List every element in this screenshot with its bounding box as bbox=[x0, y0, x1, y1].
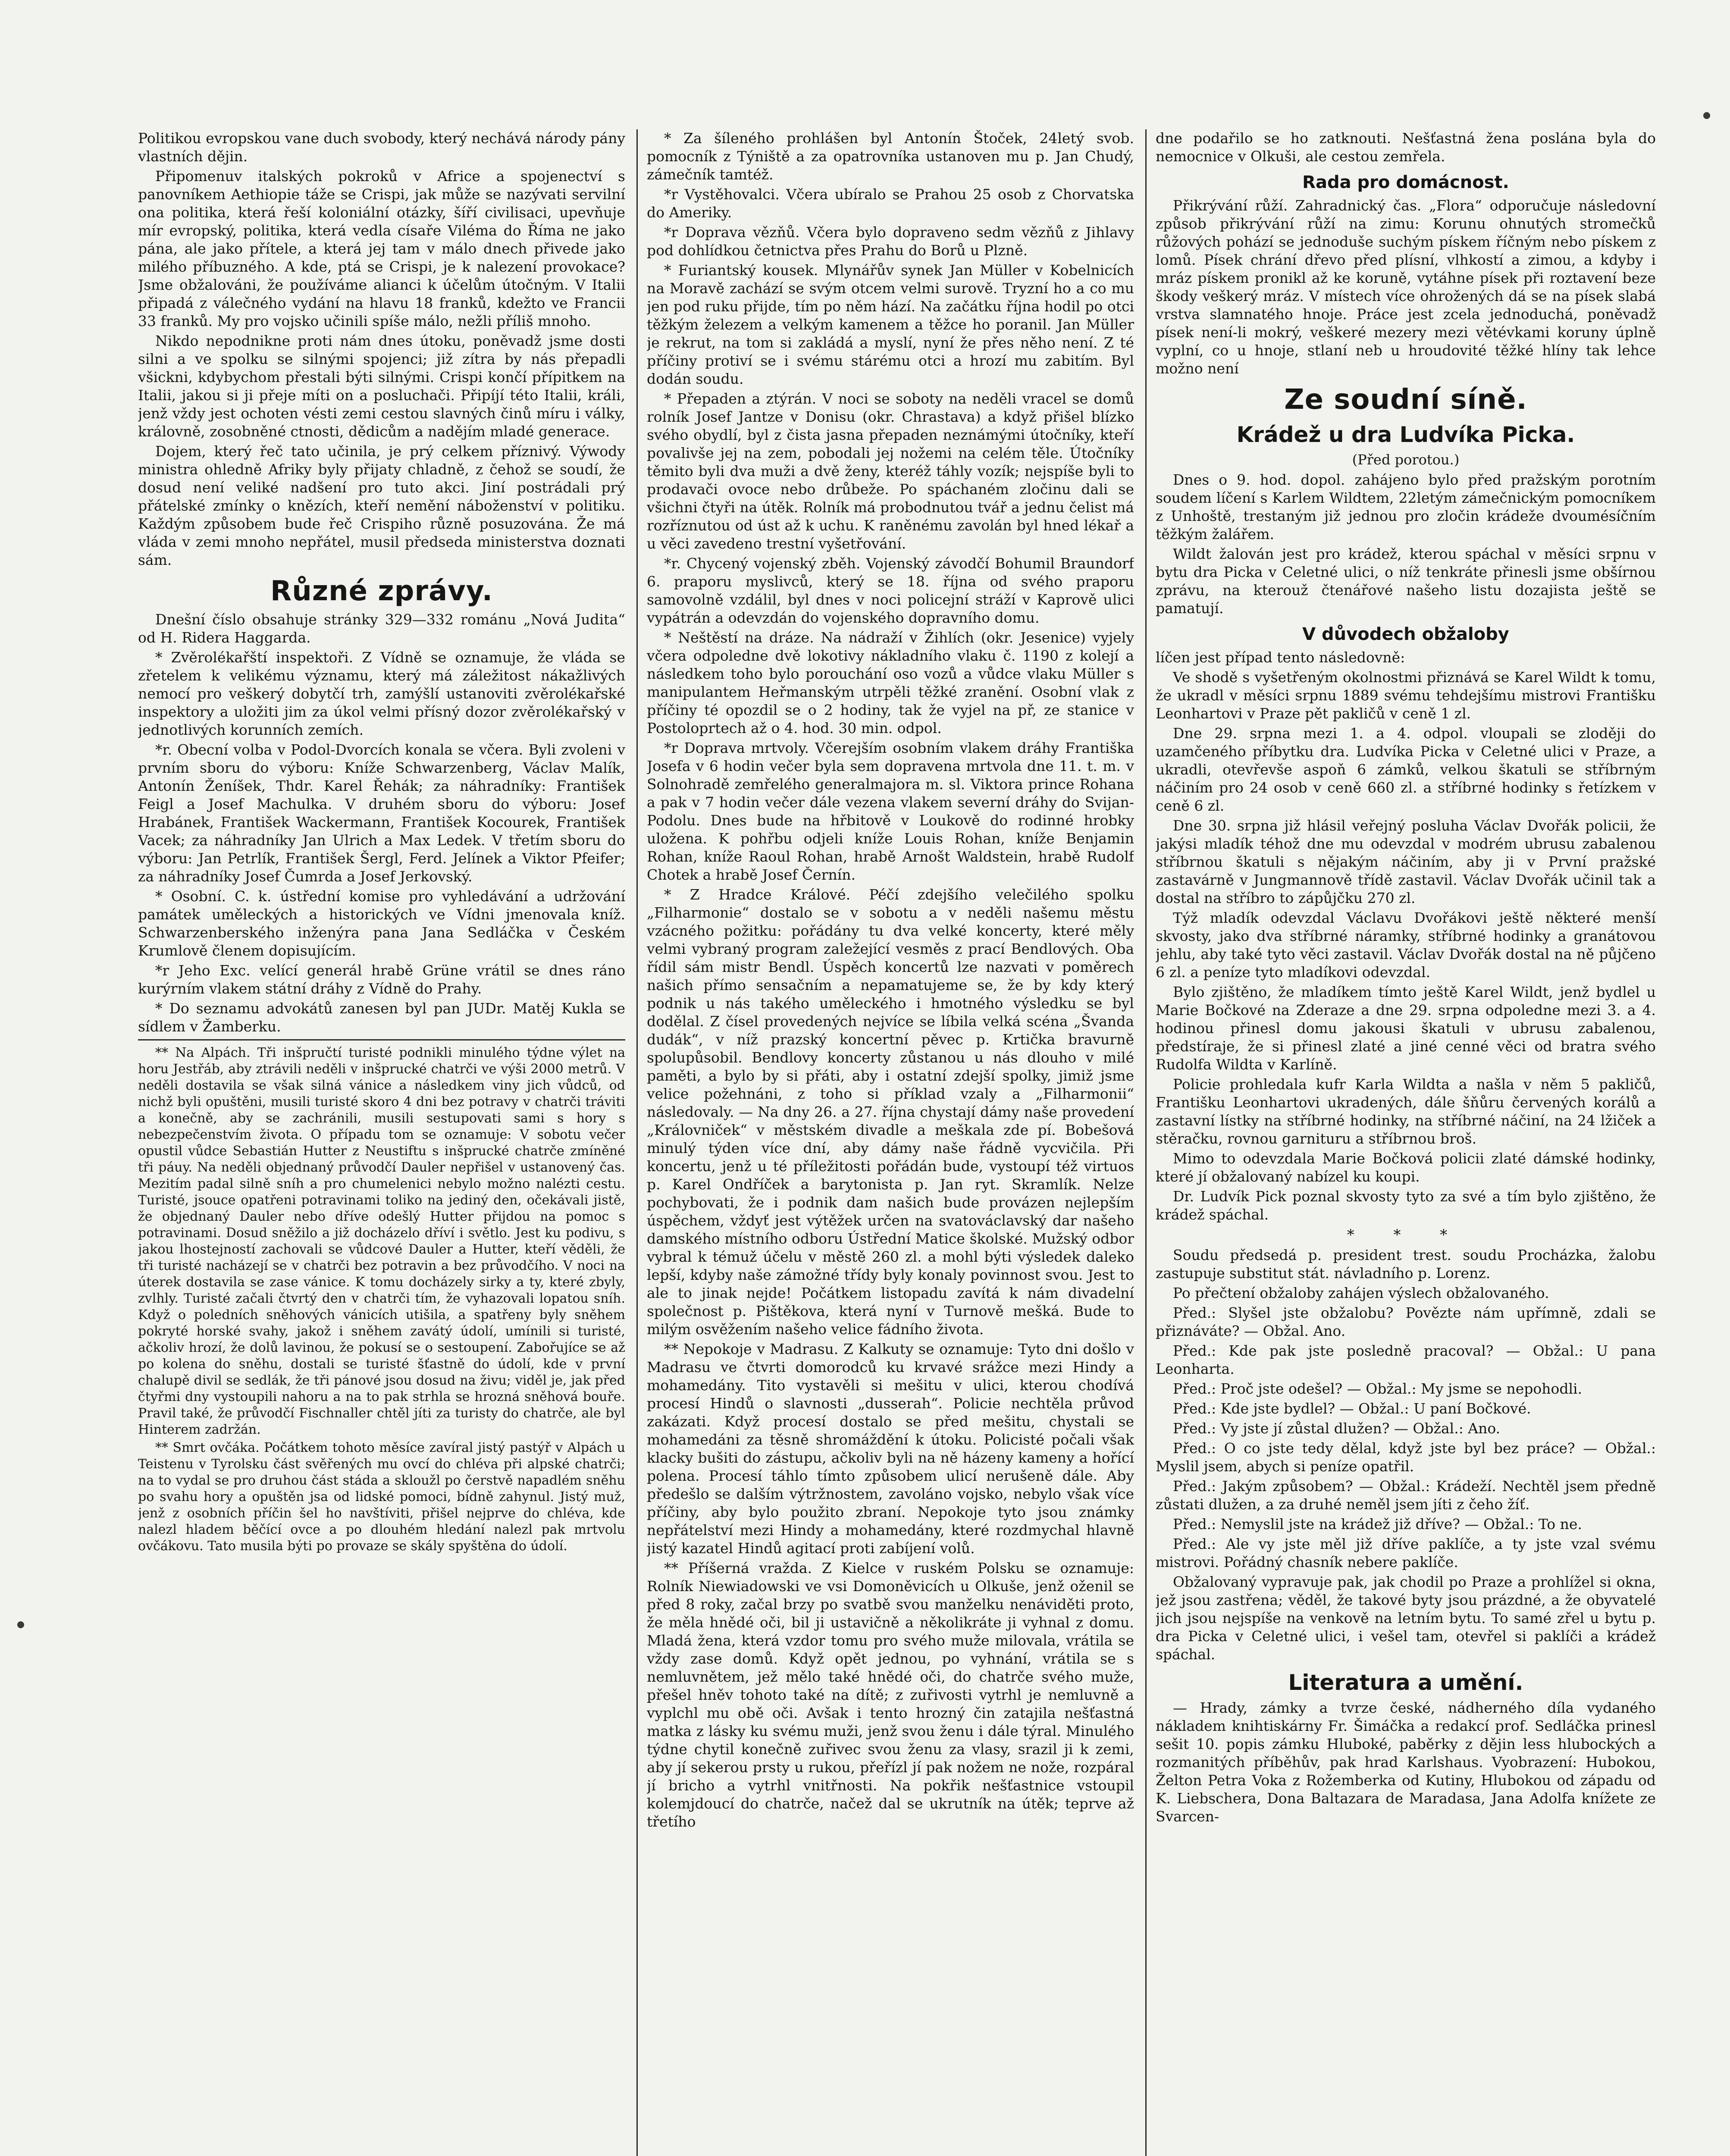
dialogue-line: Před.: Kde pak jste posledně pracoval? — Obžal.: U pana Leonharta. bbox=[1156, 1342, 1656, 1377]
article-subtitle: (Před porotou.) bbox=[1352, 451, 1460, 468]
news-item: * Za šíleného prohlášen byl Antonín Štoček, 24letý svob. pomocník z Týniště a za opatrovníka ustanoven mu p. Jan Chudý, zámečník tamtéž. bbox=[647, 130, 1134, 183]
section-heading: Různé zprávy. bbox=[270, 575, 493, 607]
margin-mark bbox=[1703, 112, 1710, 119]
paragraph: Politikou evropskou vane duch svobody, který nechává národy pány vlastních dějin. bbox=[138, 130, 625, 165]
dialogue-line: Před.: O co jste tedy dělal, když jste byl bez práce? — Obžal.: Myslil jsem, abych si peníze opatřil. bbox=[1156, 1440, 1656, 1475]
paragraph: Po přečtení obžaloby zahájen výslech obžalovaného. bbox=[1173, 1285, 1549, 1301]
paragraph: Obžalovaný vypravuje pak, jak chodil po Praze a prohlížel si okna, jež jsou zastřena; věděl, že takové byty jsou prázdné, a že obyvatelé jich jsou nejspíše na venkově na letním bytu. To samé zřel u bytu p. dra Picka v Celetné ulici, i vešel tam, otevřel si paklíči a krádež spáchal. bbox=[1156, 1573, 1656, 1663]
column-1 bbox=[138, 129, 625, 2156]
paragraph: Mimo to odevzdala Marie Bočková policii zlaté dámské hodinky, které jí obžalovaný nabízel ku koupi. bbox=[1156, 1150, 1656, 1185]
news-item: * Do seznamu advokátů zanesen byl pan JUDr. Matěj Kukla se sídlem v Žamberku. bbox=[138, 1000, 625, 1035]
news-item: ** Na Alpách. Tři inšpručtí turisté podnikli minulého týdne výlet na horu Jestřáb, aby ztrávili neděli v inšprucké chatrči ve výši 2000 metrů. V neděli dostavila se však silná vánice a následkem viny jich vůdců, od nichž byli opuštěni, musili turisté skoro 4 dni bez potravy v chatrči tráviti a konečně, aby se zachránili, musili sestupovati sami s hory s nebezpečenstvím života. O případu tom se oznamuje: V sobotu večer opustil vůdce Sebastián Hutter z Neustiftu s inšprucké chatrče zmíněné tři páuy. Na neděli objednaný průvodčí Dauler nepřišel v ustanovený čas. Mezitím padal silně sníh a pro chumelenici nebylo možno nalézti cestu. Turisté, jsouce opatřeni potravinami toliko na jediný den, očekávali jistě, že objednaný Dauler nebo dříve odešlý Hutter přijdou na pomoc s potravinami. Dosud sněžilo a již docházelo dříví i světlo. Jest ku podivu, s jakou lhostejností zachovali se vůdcové Dauler a Hutter, kteří věděli, že tři turisté nacházejí se v chatrči bez potravin a bez průvodčího. V noci na úterek dostavila se zase vánice. K tomu docházely sirky a ty, které zbyly, zvlhly. Turisté začali čtvrtý den v chatrči tím, že vyhazovali lopatou sníh. Když o poledních sněhových vánicích utišila, a spatřeny byly sněhem pokryté horské svahy, jakož i sněhem zavátý údolí, umínili si turisté, ačkoliv hrozí, že dolů lavinou, že pokusí se o sestoupení. Zabořujíce se až po kolena do sněhu, dostali se turisté šťastně do údolí, kde v první chalupě divil se sedlák, že tři pánové jsou dosud na živu; viděl je, jak před čtyřmi dny vystoupili nahoru a na to pak strhla se hrozná sněhová bouře. Pravil také, že průvodčí Fischnaller chtěl jíti za turisty do chatrče, ale byl Hinterem zadržán. bbox=[138, 1045, 625, 1437]
news-item: *r Doprava vězňů. Včera bylo dopraveno sedm vězňů z Jihlavy pod dohlídkou četnictva přes Prahu do Borů u Plzně. bbox=[647, 224, 1134, 259]
section-heading: Rada pro domácnost. bbox=[1302, 172, 1509, 192]
paragraph: Dojem, který řeč tato učinila, je prý celkem příznivý. Výwody ministra ohledně Afriky byly přijaty chladně, z čehož se soudí, že dosud není veliké nadšení pro tuto akci. Jiní postrádali prý přátelské zmínky o knězích, kteří nemění náboženství v politiku. Každým způsobem bude řeč Crispiho různě posuzována. Že má vláda v zemi mnoho nepřátel, musil předseda ministerstva doznati sám. bbox=[138, 443, 625, 568]
news-item: *r Jeho Exc. velící generál hrabě Grüne vrátil se dnes ráno kurýrním vlakem státní dráhy z Vídně do Prahy. bbox=[138, 962, 625, 997]
paragraph: Soudu předsedá p. president trest. soudu Procházka, žalobu zastupuje substitut stát. návladního p. Lorenz. bbox=[1156, 1247, 1656, 1282]
dialogue-line: Před.: Ale vy jste měl již dříve paklíče, a ty jste vzal svému mistrovi. Pořádný chasník nebere paklíče. bbox=[1156, 1536, 1656, 1570]
margin-mark bbox=[17, 1621, 24, 1628]
dialogue-line: Před.: Nemyslil jste na krádež již dříve? — Obžal.: To ne. bbox=[1173, 1516, 1582, 1532]
dialogue-line: Před.: Slyšel jste obžalobu? Povězte nám upřímně, zdali se přiznáváte? — Obžal. Ano. bbox=[1156, 1304, 1656, 1339]
news-item: *r. Chycený vojenský zběh. Vojenský závodčí Bohumil Braundorf 6. praporu myslivců, který se 18. října od svého praporu samovolně vzdálil, byl dnes v noci policejní stráží v Kaprově ulici vypátrán a odevzdán do vojenského dopravního domu. bbox=[647, 555, 1134, 626]
paragraph: Policie prohledala kufr Karla Wildta a našla v něm 5 pakličů, Františku Leonhartovi ukradených, dále šňůru červených korálů a zastavní lístky na stříbrné hodinky, na stříbrné náčiní, na 24 lžiček a stěračku, rovnou garnituru a stříbrnou broš. bbox=[1156, 1076, 1656, 1147]
article-title: Krádež u dra Ludvíka Picka. bbox=[1236, 422, 1575, 447]
paragraph: dne podařilo se ho zatknouti. Nešťastná žena poslána byla do nemocnice v Olkuši, ale cestou zemřela. bbox=[1156, 130, 1656, 165]
news-item: ** Smrt ovčáka. Počátkem tohoto měsíce zavíral jistý pastýř v Alpách u Teistenu v Tyrolsku část svěřených mu ovcí do chléva při alpské chatrči; na to vydal se pro druhou část stáda a skloužl po čerstvě napadlém sněhu po svahu hory a opuštěn jsa od lidské pomoci, bídně zahynul. Jistý muž, jenž z osobních příčin šel ho navštíviti, přišel nejprve do chléva, kde nalezl hladem běčící ovce a po dlouhém hledání nalezl pak mrtvolu ovčákovu. Tato musila býti po provaze se skály spyštěna do údolí. bbox=[138, 1440, 625, 1554]
column-rule-left bbox=[636, 129, 638, 2156]
dialogue-line: Před.: Proč jste odešel? — Obžal.: My jsme se nepohodli. bbox=[1173, 1380, 1583, 1397]
section-heading: Ze soudní síně. bbox=[1284, 384, 1527, 416]
paragraph: Dne 29. srpna mezi 1. a 4. odpol. vloupali se zloději do uzamčeného příbytku dra. Ludvíka Picka v Celetné ulici v Praze, a ukradli, otevřevše aspoň 6 zámků, velkou škatuli se stříbrným náčiním pro 24 osob v ceně 660 zl. a stříbrné hodinky s řetízkem v ceně 6 zl. bbox=[1156, 725, 1656, 814]
paragraph: Dr. Ludvík Pick poznal skvosty tyto za své a tím bylo zjištěno, že krádež spáchal. bbox=[1156, 1188, 1656, 1223]
news-item: * Osobní. C. k. ústřední komise pro vyhledávání a udržování památek uměleckých a historických ve Vídni jmenovala kníž. Schwarzenberského inženýra pana Jana Sedláčka v Českém Krumlově členem dopisujícím. bbox=[138, 888, 625, 959]
news-item: * Přepaden a ztýrán. V noci se soboty na neděli vracel se domů rolník Josef Jantze v Donisu (okr. Chrastava) a když přišel blízko svého obydlí, byl z čista jasna přepaden neznámými útočníky, kteří povalivše jej na zem, pobodali jej nožemi na celém těle. Útočníky těmito byli dva muži a dvě ženy, kteréž táhly vozík; nejspíše byli to prodavači ovoce nebo drůbeže. Po spáchaném zločinu dali se všichni čtyři na útěk. Rolník má probodnutou tvář a jednu čelist má rozříznutou od úst až k uchu. K raněnému zavolán byl hned lékař a u věci zavedeno trestní vyšetřování. bbox=[647, 390, 1134, 552]
paragraph: líčen jest případ tento následovně: bbox=[1156, 649, 1405, 666]
dialogue-line: Před.: Jakým způsobem? — Obžal.: Krádeží. Nechtěl jsem předně zůstati dlužen, a za druhé neměl jsem jíti z čeho žíť. bbox=[1156, 1478, 1656, 1513]
news-item: *r Vystěhovalci. Včera ubíralo se Prahou 25 osob z Chorvatska do Ameriky. bbox=[647, 186, 1134, 221]
paragraph: Dnešní číslo obsahuje stránky 329—332 románu „Nová Judita“ od H. Ridera Haggarda. bbox=[138, 611, 625, 646]
dialogue-line: Před.: Vy jste jí zůstal dlužen? — Obžal.: Ano. bbox=[1173, 1420, 1501, 1437]
news-item: ** Příšerná vražda. Z Kielce v ruském Polsku se oznamuje: Rolník Niewiadowski ve vsi Domoněvicích u Olkuše, jenž oženil se před 8 roky, začal brzy po svatbě svou manželku nenáviděti proto, že měla hnědé oči, bil ji ustavičně a několikráte ji vyhnal z domu. Mladá žena, která vzdor tomu pro svého muže milovala, vrátila se vždy zase domů. Když opět jednou, po vyhnání, vrátila se s nemluvnětem, jež mělo také hnědé oči, do chatrče svého muže, přešel hněv tohoto také na dítě; z zuřivosti vytrhl je nemluvně a vyplchl mu obě oči. Avšak i tento hrozný čin zatajila nešťastná matka z lásky ku svému muži, jenž svou ženu i dále týral. Minulého týdne chytil konečně zuřivec svou ženu za vlasy, srazil ji k zemi, aby jí sekerou prsty u rukou, přeřízl jí pak nožem ne nože, rozpáral jí bricho a vytrhl vnitřnosti. Na pokřik nešťastnice vstoupil kolemjdoucí do chatrče, načež dal se ukrutník na útěk; teprve až třetího bbox=[647, 1560, 1134, 1830]
dialogue-line: Před.: Kde jste bydlel? — Obžal.: U paní Bočkové. bbox=[1173, 1400, 1531, 1417]
section-heading: Literatura a umění. bbox=[1288, 1670, 1523, 1695]
subheading: V důvodech obžaloby bbox=[1302, 624, 1509, 644]
column-rule-right bbox=[1145, 129, 1147, 2156]
news-item: ** Nepokoje v Madrasu. Z Kalkuty se oznamuje: Tyto dni došlo v Madrasu ve čtvrti domorodců ku krvavé srážce mezi Hindy a mohamedány. Tito vystavěli si mešitu v ulici, kterou chodívá procesí Hindů o slavnosti „dusserah“. Policie nechtěla průvod zakázati. Když procesí dostalo se před mešitu, chystali se mohamedáni za těsně shromáždění k útoku. Policisté počali však klacky bušiti do zástupu, ačkoliv byli na ně házeny kameny a hořící polena. Procesí táhlo tímto způsobem ulicí nerušeně dále. Aby předešlo se dalším výtržnostem, zavoláno vojsko, nebylo však více příčiny, aby bylo použito zbraní. Nepokoje tyto jsou známky nepřátelství mezi Hindy a mohamedány, které rozdmychal hlavně jistý kazatel Hindů agitací proti zabíjení volů. bbox=[647, 1341, 1134, 1557]
paragraph: Ve shodě s vyšetřeným okolnostmi přiznává se Karel Wildt k tomu, že ukradl v měsíci srpnu 1889 svému tehdejšímu mistrovi Františku Leonhartovi v Praze pět pakličů v ceně 1 zl. bbox=[1156, 669, 1656, 722]
paragraph: Dne 30. srpna již hlásil veřejný posluha Václav Dvořák policii, že jakýsi mladík téhož dne mu odevzdal v modrém ubrusu zabalenou stříbrnou škatuli s nějakým náčiním, aby ji v První pražské zastavárně v Jungmannově třídě zastavil. Václav Dvořák učinil tak a dostal na stříbro to zápůjčku 270 zl. bbox=[1156, 817, 1656, 906]
news-item: * Furiantský kousek. Mlynářův synek Jan Müller v Kobelnicích na Moravě zachází se svým otcem velmi surově. Tryzní ho a co mu jen pod ruku přijde, tím po něm hází. Na začátku října hodil po otci těžkým železem a velkým kamenem a těžce ho poranil. Jan Müller je rekrut, na tom si zakládá a myslí, nyní že přes něho není. Z té příčiny protiví se i svému stárému otci a hrozí mu zabitím. Byl dodán soudu. bbox=[647, 262, 1134, 387]
column-3 bbox=[1156, 129, 1656, 2156]
paragraph: Týž mladík odevzdal Václavu Dvořákovi ještě některé menší skvosty, jako dva stříbrné náramky, stříbrné hodinky a granátovou jehlu, aby také tyto věci zastavil. Václav Dvořák dostal na ně půjčeno 6 zl. a peníze tyto mladíkovi odevzdal. bbox=[1156, 909, 1656, 981]
paragraph: Bylo zjištěno, že mladíkem tímto ještě Karel Wildt, jenž bydlel u Marie Bočkové na Zderaze a dne 29. srpna odpoledne mezi 3. a 4. hodinou přinesl domu jakousi škatuli v ubrusu zabalenou, předstíraje, že si přinesl zlaté a jiné cenné věci od bratra svého Rudolfa Wildta v Karlíně. bbox=[1156, 984, 1656, 1073]
paragraph: Připomenuv italských pokroků v Africe a spojenectví s panovníkem Aethiopie táže se Crispi, jak může se nazývati servilní ona politika, která řeší koloniální otázky, šíří civilisaci, upevňuje mír evropský, politika, která vedla císaře Viléma do Říma ne jako pána, ale jako přítele, a která jej tam v málo dnech přivede jako milého příbuzného. A kde, ptá se Crispi, je k nalezení provokace? Jsme obžalováni, že používáme alianci k účelům útočným. V Italii připadá z válečného vydání na hlavu 18 franků, kdežto ve Francii 33 franků. My pro vojsko učinili spíše málo, nežli příliš mnoho. bbox=[138, 168, 625, 329]
news-item: *r Doprava mrtvoly. Včerejším osobním vlakem dráhy Františka Josefa v 6 hodin večer byla sem dopravena mrtvola dne 11. t. m. v Solnohradě zemřelého generalmajora m. sl. Viktora prince Rohana a pak v 7 hodin večer dále vezena vlakem severní dráhy do Svijan-Podolu. Dnes bude na hřbitově v Loukově do rodinné hrobky uložena. K pohřbu odjeli kníže Louis Rohan, kníže Benjamin Rohan, kníže Raoul Rohan, hrabě Arnošt Waldstein, hrabě Rudolf Chotek a hrabě Josef Černín. bbox=[647, 740, 1134, 883]
paragraph: Přikrývání růží. Zahradnický čas. „Flora“ odporučuje následovní způsob přikrývání růží na zimu: Korunu ohnutých stromečků růžových pohází se jednoduše suchým pískem říčným nebo pískem z lomů. Písek chrání dřevo před plísní, vlhkostí a zimou, a kdyby i mráz pískem pronikl až ke koruně, vytáhne písek při roztavení beze škody veškerý mráz. V místech více ohrožených dá se na písek slabá vrstva slamnatého hnoje. Práce jest zcela jednoduchá, poněvadž písek není-li mokrý, veškeré mezery mezi větévkami koruny úplně vyplní, co u hnoje, stlaní neb u hroudovité těžké hlíny tak lehce možno není bbox=[1156, 197, 1656, 377]
separator-stars: * * * bbox=[1347, 1226, 1465, 1244]
paragraph: Wildt žalován jest pro krádež, kterou spáchal v měsíci srpnu v bytu dra Picka v Celetné ulici, o níž tenkráte přinesli jsme obšírnou zprávu, na kterouž čtenářové našeho listu dozajista ještě se pamatují. bbox=[1156, 545, 1656, 617]
paragraph: Nikdo nepodnikne proti nám dnes útoku, poněvadž jsme dosti silni a ve spolku se silnými spojenci; již zítra by nás přepadli všickni, kdybychom přestali býti silnými. Crispi končí přípitkem na Italii, jakou si ji přeje míti on a posluchači. Připíjí této Italii, králi, jenž vždy jest ochoten vésti zemi cestou slavných činů míru i války, královně, zosobněné ctnosti, dědicům a nadějím mladé generace. bbox=[138, 332, 625, 440]
paragraph: — Hrady, zámky a tvrze české, nádherného díla vydaného nákladem knihtiskárny Fr. Šimáčka a redakcí prof. Sedláčka prinesl sešit 10. popis zámku Hluboké, paběrky z dějin less hlubockých a rozmanitých příběhův, pak hrad Karlshaus. Vyobrazení: Hubokou, Želton Petra Voka z Rožemberka od Kutiny, Hlubokou od západu od K. Liebschera, Dona Baltazara de Maradasa, Jana Adolfa knížete ze Svarcen- bbox=[1156, 1699, 1656, 1825]
column-2 bbox=[647, 129, 1134, 2156]
news-item: *r. Obecní volba v Podol-Dvorcích konala se včera. Byli zvoleni v prvním sboru do výboru: Kníže Schwarzenberg, Václav Malík, Antonín Ženíšek, Thdr. Karel Řehák; za náhradníky: František Feigl a Josef Machulka. V druhém sboru do výboru: Josef Hrabánek, František Wackermann, František Kocourek, František Vacek; za náhradníky Jan Ulrich a Max Ledek. V třetím sboru do výboru: Jan Petrlík, František Šergl, Ferd. Jelínek a Viktor Pfeifer; za náhradníky Josef Čumrda a Josef Jerkovský. bbox=[138, 741, 625, 885]
paragraph: Dnes o 9. hod. dopol. zahájeno bylo před pražským porotním soudem líčení s Karlem Wildtem, 22letým zámečnickým pomocníkem z Unhoště, trestaným již jednou pro zločin krádeže dvoumésíčním těžkým žalářem. bbox=[1156, 471, 1656, 542]
news-item: * Z Hradce Králové. Péčí zdejšího velečilého spolku „Filharmonie“ dostalo se v sobotu a v neděli našemu městu vzácného požitku: pořádány tu dva velké koncerty, které měly velmi vybraný program zaležející vesměs z prací Bendlových. Oba řídil sám mistr Bendl. Úspěch koncertů lze nazvati v poměrech našich přímo sensačním a nepamatujeme se, že by kdy který podnik u nás takého uměleckého i hmotného výsledku se byl dodělal. Z čísel provedených nejvíce se líbila velká scéna „Švanda dudák“, v níž prazský koncertní pěvec p. Krtička bravurně spolupůsobil. Bendlovy koncerty zůstanou u nás dlouho v milé paměti, a bylo by si přáti, aby i ostatní zdejší spolky, jimiž jsme velice požehnáni, z toho si příklad vzaly a „Filharmonii“ následovaly. — Na dny 26. a 27. října chystají dámy naše provedení „Královniček“ v městském divadle a meškala zde pí. Bobešová minulý týden více dní, aby dámy naše řádně vycvičila. Při koncertu, jenž u té příležitosti pořádán bude, vystoupí též virtuos p. Karel Ondříček a barytonista p. Jan ryt. Skramlík. Nelze pochybovati, že i podnik dam našich bude provázen nejlepším úspěchem, vždyť jest výtěžek určen na svatováclavský dar našeho damského místního odboru Ústřední Matice školské. Mužský odbor vybral k témuž účelu v městě 260 zl. a mohl býti výsledek daleko lepší, kdyby naše zámožné třídy byly konaly povinnost svou. Jest to ale to jinak nejde! Počátkem listopadu zavítá k nám divadelní společnost p. Pištěkova, která nyní v Turnově mešká. Bude to milým osvěžením našeho velice fádního života. bbox=[647, 886, 1134, 1338]
news-item: * Zvěrolékařští inspektoři. Z Vídně se oznamuje, že vláda se zřetelem k velikému významu, který má záležitost nákažlivých nemocí pro veškerý dobytčí trh, zamýšlí ustanoviti zvěrolékařské inspektory a uložiti jim za úkol velmi přísný dozor zvěrolékařský v jednotlivých korunních zemích. bbox=[138, 649, 625, 738]
news-item: * Neštěstí na dráze. Na nádraží v Žihlích (okr. Jesenice) vyjely včera odpoledne dvě lokotivy nákladního vlaku č. 1190 z kolejí a následkem toho bylo porouchání oso vozů a vůdce vlaku Müller s manipulantem Heřmanským utrpěli těžké zranění. Osobní vlak z příčiny té opozdil se o 2 hodiny, tak že vyjel na př, ze stanice v Postoloprtech až o 4. hod. 30 min. odpol. bbox=[647, 629, 1134, 736]
section-divider bbox=[138, 1039, 625, 1040]
